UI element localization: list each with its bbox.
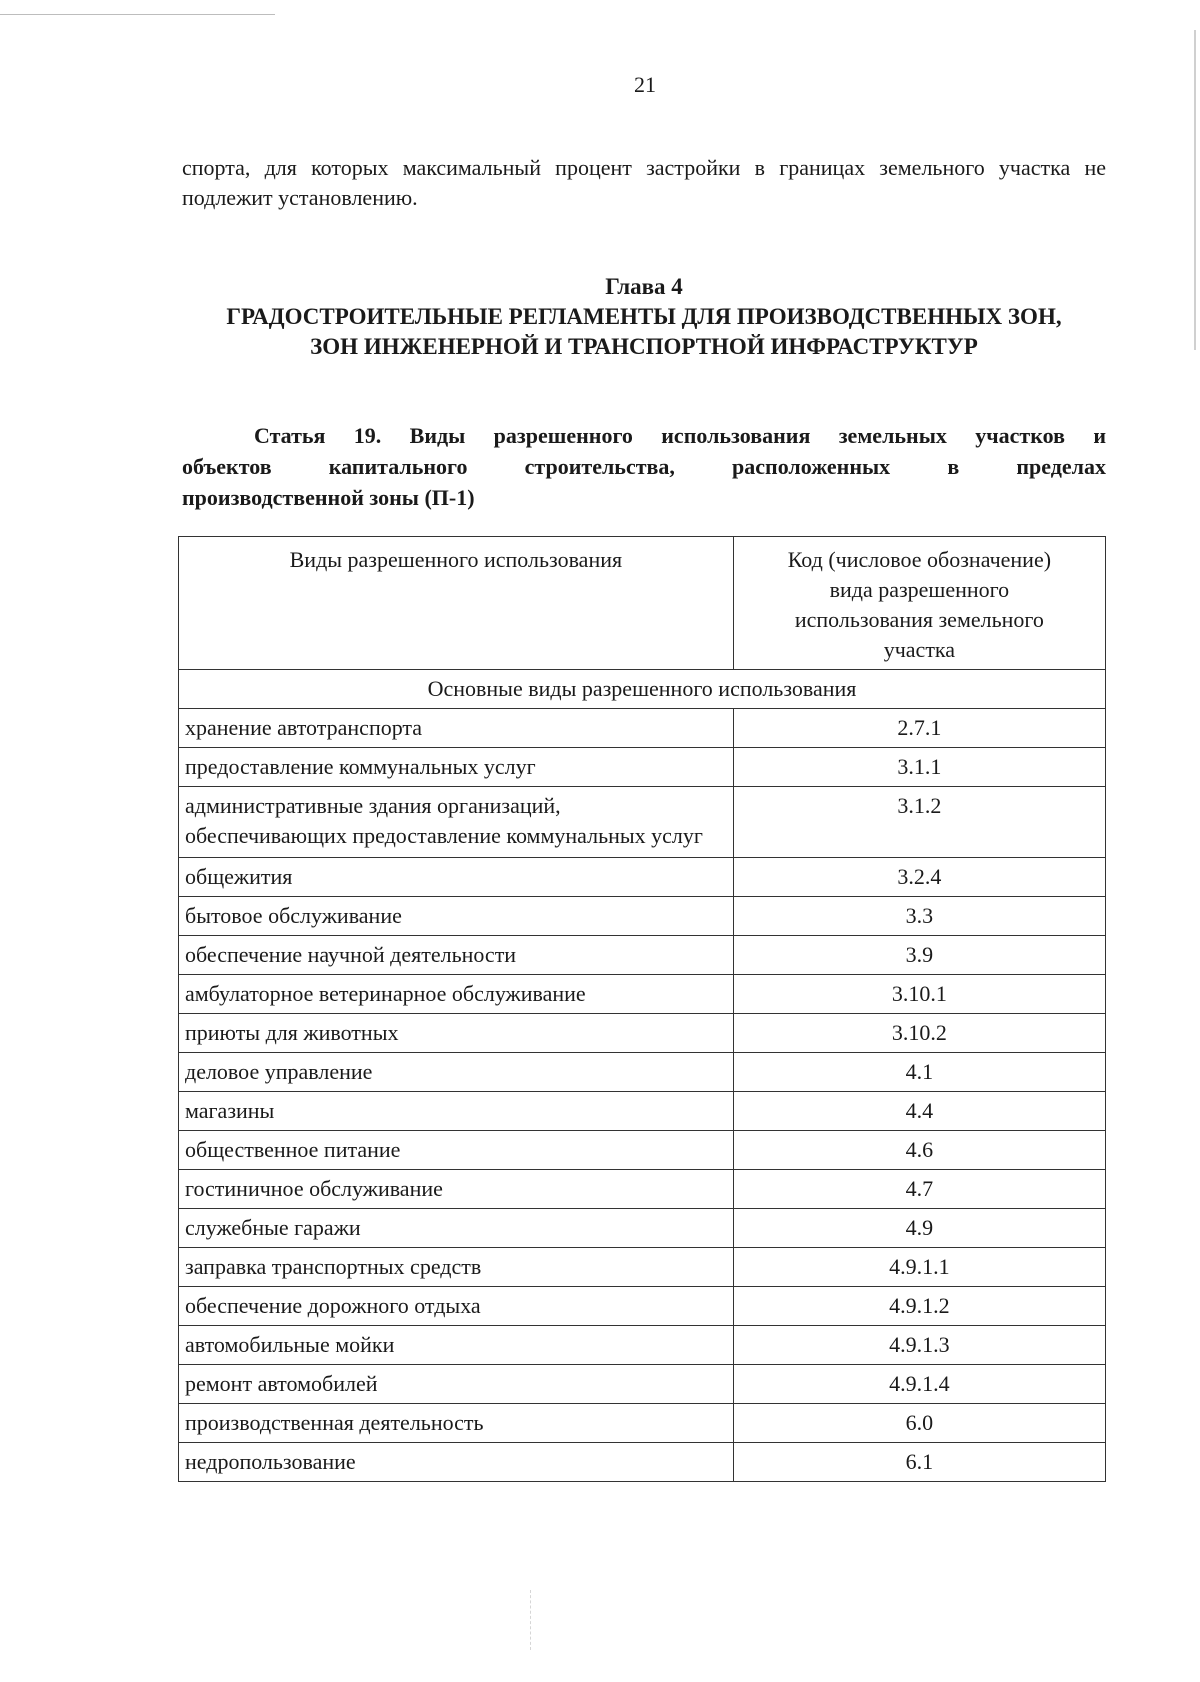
section-row <box>179 670 1106 709</box>
use-type-cell: приюты для животных <box>179 1014 734 1053</box>
use-code-cell: 3.10.1 <box>733 975 1105 1014</box>
use-code-cell: 4.9 <box>733 1209 1105 1248</box>
use-code-cell: 6.1 <box>733 1443 1105 1482</box>
use-type-cell: служебные гаражи <box>179 1209 734 1248</box>
table-row <box>179 1170 1106 1209</box>
article-title-line-2: объектов капитального строительства, расположенных в пределах <box>182 454 1106 479</box>
table-row <box>179 748 1106 787</box>
header-code: Код (числовое обозначение) вида разрешенного использования земельного участка <box>733 537 1105 670</box>
use-type-cell: общежития <box>179 858 734 897</box>
use-type-cell: ремонт автомобилей <box>179 1365 734 1404</box>
chapter-heading <box>182 272 1106 362</box>
use-code-cell: 6.0 <box>733 1404 1105 1443</box>
table-row <box>179 1131 1106 1170</box>
article-title-line-3: производственной зоны (П-1) <box>182 485 475 510</box>
use-type-cell: общественное питание <box>179 1131 734 1170</box>
use-code-cell: 2.7.1 <box>733 709 1105 748</box>
table-row <box>179 1014 1106 1053</box>
scan-artifact-line <box>0 14 275 15</box>
use-type-cell: автомобильные мойки <box>179 1326 734 1365</box>
page-number: 21 <box>634 72 656 97</box>
header-use-type: Виды разрешенного использования <box>179 537 734 670</box>
use-code-cell: 4.9.1.4 <box>733 1365 1105 1404</box>
table-row <box>179 858 1106 897</box>
table-row <box>179 936 1106 975</box>
use-code-cell: 3.3 <box>733 897 1105 936</box>
use-code-cell: 4.9.1.3 <box>733 1326 1105 1365</box>
use-type-cell: недропользование <box>179 1443 734 1482</box>
intro-paragraph: спорта, для которых максимальный процент застройки в границах земельного участка не подлежит установлению. <box>182 155 1106 210</box>
use-type-cell: предоставление коммунальных услуг <box>179 748 734 787</box>
table-row <box>179 1365 1106 1404</box>
use-code-cell: 3.10.2 <box>733 1014 1105 1053</box>
table-row <box>179 787 1106 858</box>
table-row <box>179 1209 1106 1248</box>
use-type-cell: производственная деятельность <box>179 1404 734 1443</box>
table-row <box>179 897 1106 936</box>
table-row <box>179 709 1106 748</box>
permitted-uses-table <box>178 536 1106 1482</box>
chapter-label: Глава 4 <box>605 274 683 299</box>
scan-artifact-specks <box>530 1590 532 1650</box>
use-type-cell: обеспечение научной деятельности <box>179 936 734 975</box>
use-type-cell: бытовое обслуживание <box>179 897 734 936</box>
use-code-cell: 4.9.1.1 <box>733 1248 1105 1287</box>
use-type-cell: амбулаторное ветеринарное обслуживание <box>179 975 734 1014</box>
table-row <box>179 1443 1106 1482</box>
use-code-cell: 3.1.2 <box>733 787 1105 858</box>
article-heading <box>182 420 1106 513</box>
use-type-cell: хранение автотранспорта <box>179 709 734 748</box>
table-row <box>179 975 1106 1014</box>
use-type-cell: административные здания организаций, обеспечивающих предоставление коммунальных услуг <box>179 787 734 858</box>
use-code-cell: 3.9 <box>733 936 1105 975</box>
use-code-cell: 4.9.1.2 <box>733 1287 1105 1326</box>
use-type-cell: обеспечение дорожного отдыха <box>179 1287 734 1326</box>
use-code-cell: 3.2.4 <box>733 858 1105 897</box>
table-body <box>179 670 1106 1482</box>
article-title-line-1: Статья 19. Виды разрешенного использования земельных участков и <box>254 423 1106 448</box>
chapter-title: ГРАДОСТРОИТЕЛЬНЫЕ РЕГЛАМЕНТЫ ДЛЯ ПРОИЗВОДСТВЕННЫХ ЗОН, ЗОН ИНЖЕНЕРНОЙ И ТРАНСПОРТНОЙ ИНФРАСТРУКТУР <box>226 304 1062 359</box>
use-code-cell: 4.4 <box>733 1092 1105 1131</box>
use-code-cell: 4.6 <box>733 1131 1105 1170</box>
use-code-cell: 3.1.1 <box>733 748 1105 787</box>
table-row <box>179 1404 1106 1443</box>
use-type-cell: магазины <box>179 1092 734 1131</box>
table-row <box>179 1326 1106 1365</box>
use-type-cell: заправка транспортных средств <box>179 1248 734 1287</box>
use-type-cell: гостиничное обслуживание <box>179 1170 734 1209</box>
section-main-uses: Основные виды разрешенного использования <box>179 670 1106 709</box>
table-row <box>179 1287 1106 1326</box>
use-code-cell: 4.7 <box>733 1170 1105 1209</box>
table-header-row <box>179 537 1106 670</box>
table-row <box>179 1092 1106 1131</box>
use-type-cell: деловое управление <box>179 1053 734 1092</box>
table-row <box>179 1053 1106 1092</box>
use-code-cell: 4.1 <box>733 1053 1105 1092</box>
table-row <box>179 1248 1106 1287</box>
